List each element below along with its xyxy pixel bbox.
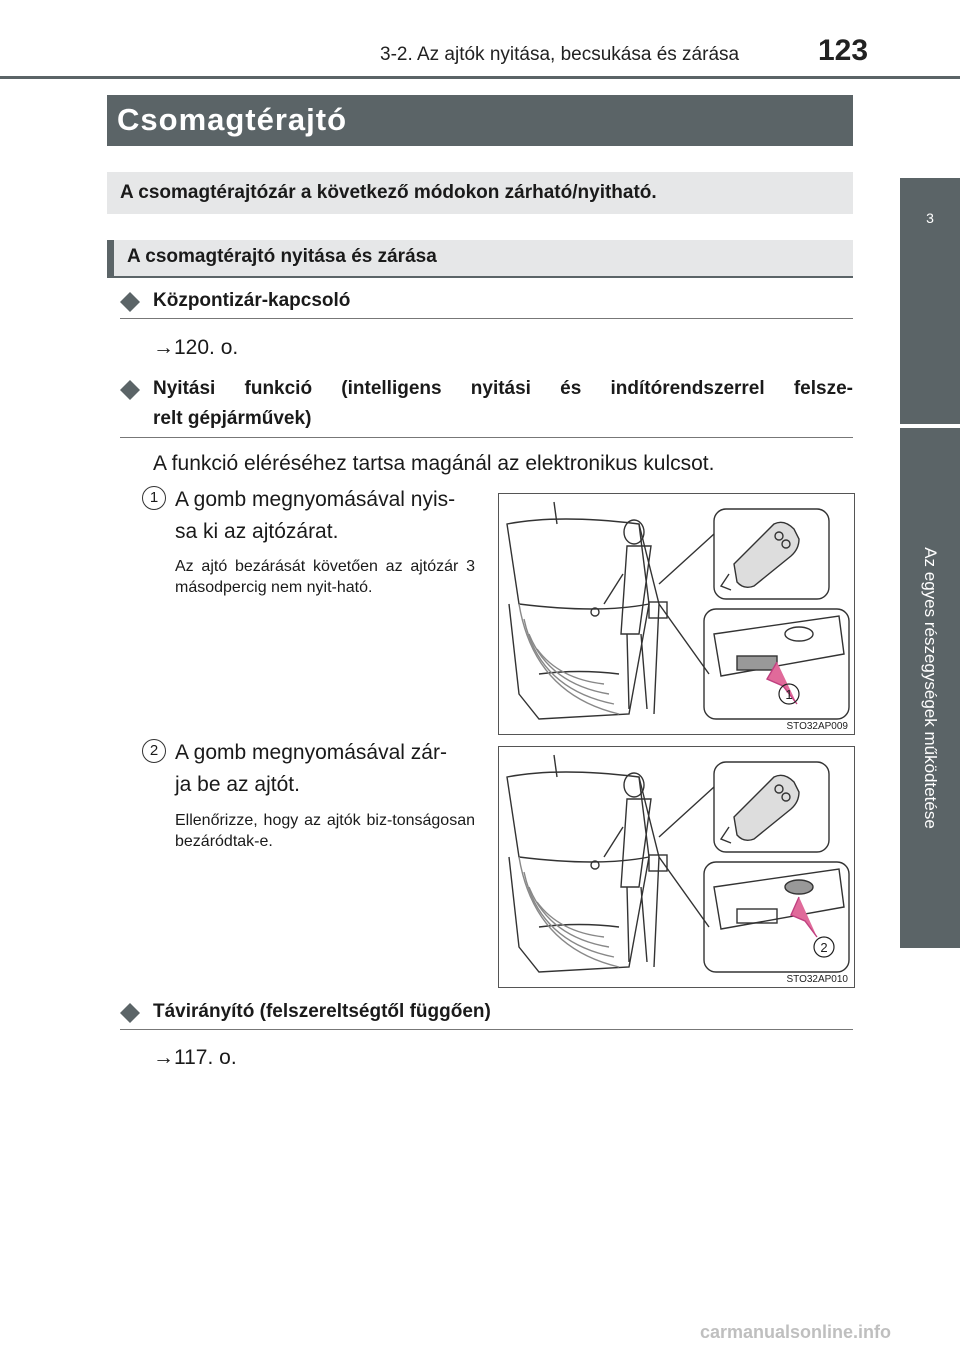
step-1-note: Az ajtó bezárását követően az ajtózár 3 másodpercig nem nyit-ható. — [175, 558, 475, 596]
subsection-rule — [120, 1029, 853, 1030]
page-title-bar — [107, 95, 853, 146]
page-reference: →117. o. — [153, 1046, 237, 1069]
subsection-rule — [120, 318, 853, 319]
diamond-icon — [120, 1003, 140, 1023]
chapter-tab-number — [900, 178, 960, 424]
watermark: carmanualsonline.info — [700, 1322, 892, 1342]
page-title: Csomagtérajtó — [117, 102, 348, 137]
figure-callout: 1 — [785, 687, 793, 702]
intro-box — [107, 172, 853, 214]
subsection-heading: Központizár-kapcsoló — [153, 290, 351, 311]
header-rule — [0, 76, 960, 79]
section-heading-box — [107, 240, 853, 278]
subsection-rule — [120, 437, 853, 438]
step-number-2: 2 — [142, 739, 166, 763]
figure-callout: 2 — [820, 940, 828, 955]
subsection-central-lock — [120, 286, 853, 316]
page-number: 123 — [818, 34, 869, 67]
page-reference: →120. o. — [153, 336, 239, 359]
subsection-smart-entry — [120, 374, 853, 434]
subsection-text: A funkció eléréséhez tartsa magánál az elektronikus kulcsot. — [153, 452, 715, 475]
intro-text: A csomagtérajtózár a következő módokon zárható/nyitható. — [120, 182, 657, 203]
chapter-number: 3 — [926, 210, 934, 226]
chapter-title: Az egyes részegységek működtetése — [921, 547, 940, 829]
subsection-remote — [120, 997, 853, 1027]
running-header: 3-2. Az ajtók nyitása, becsukása és zárása — [380, 44, 740, 65]
chapter-tab-title — [900, 428, 960, 948]
figure-open — [498, 493, 855, 735]
step-number-1: 1 — [142, 486, 166, 510]
figure-close-illustration — [499, 747, 854, 987]
figure-close — [498, 746, 855, 988]
subsection-heading-line1: Nyitási funkció (intelligens nyitási és indítórendszerrel felsze- — [153, 378, 853, 399]
figure-open-illustration — [499, 494, 854, 734]
subsection-heading-line2: relt gépjárművek) — [153, 408, 312, 429]
diamond-icon — [120, 380, 140, 400]
diamond-icon — [120, 292, 140, 312]
subsection-heading: Távirányító (felszereltségtől függően) — [153, 1001, 491, 1022]
section-heading: A csomagtérajtó nyitása és zárása — [127, 246, 437, 267]
step-2-text: A gomb megnyomásával zár- ja be az ajtót. — [175, 741, 447, 796]
figure-label: STO32AP009 — [786, 721, 848, 732]
figure-label: STO32AP010 — [786, 974, 848, 985]
step-1-text: A gomb megnyomásával nyis- sa ki az ajtózárat. — [175, 488, 456, 543]
step-2-note: Ellenőrizze, hogy az ajtók biz-tonságosan bezáródtak-e. — [175, 812, 475, 850]
